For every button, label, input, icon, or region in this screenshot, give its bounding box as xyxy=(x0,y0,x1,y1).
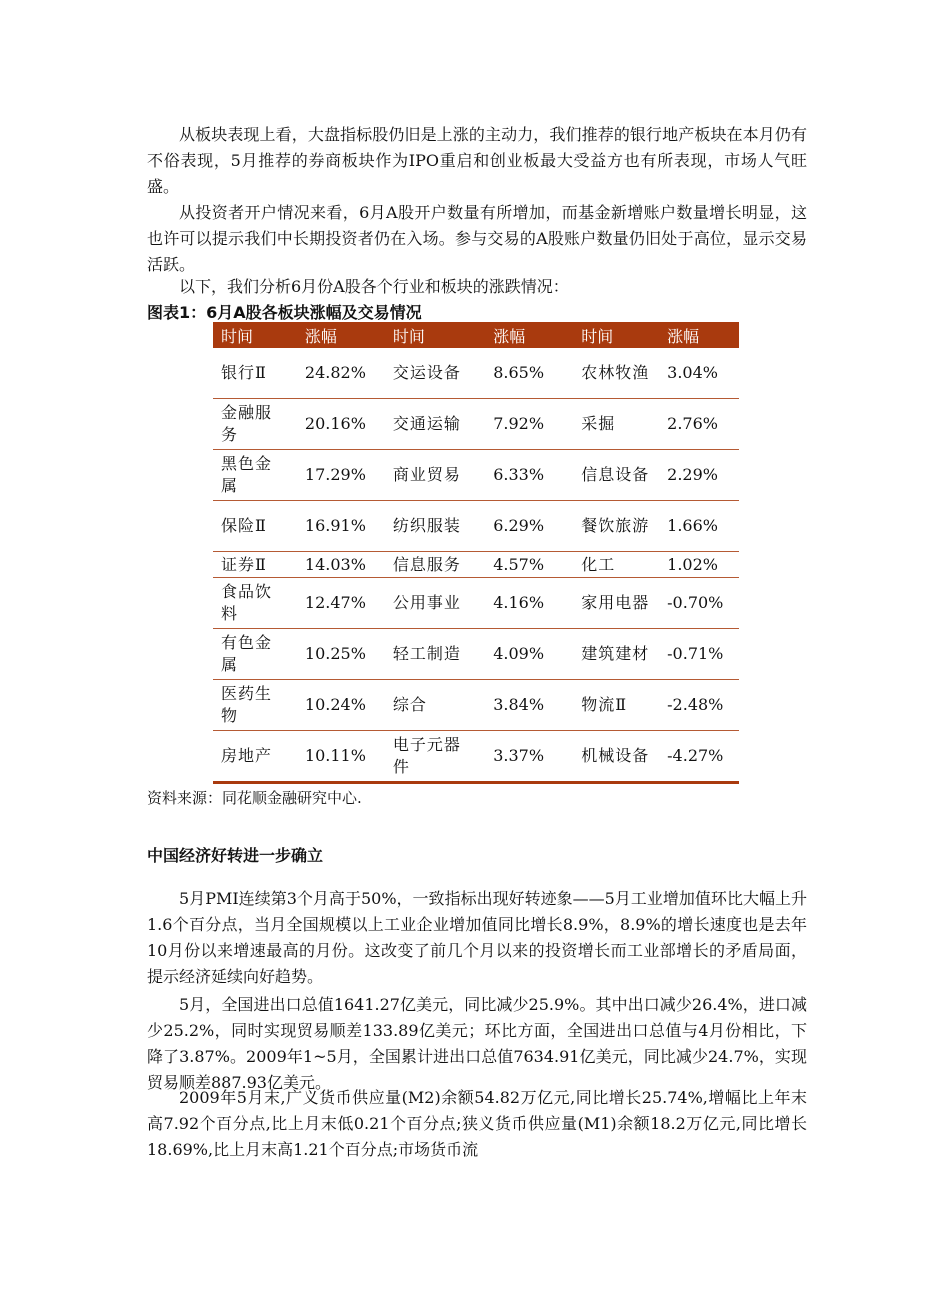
section-paragraph-3: 2009年5月末,广义货币供应量(M2)余额54.82万亿元,同比增长25.74%,增幅比上年末高7.92个百分点,比上月末低0.21个百分点;狭义货币供应量(M1)余额18.2万亿元,同比增长18.69%,比上月末高1.21个百分点;市场货币流 xyxy=(147,1088,807,1159)
header-cell: 时间 xyxy=(573,322,659,348)
table-row xyxy=(213,399,739,450)
table-row xyxy=(213,731,739,783)
sector-name-cell: 交通运输 xyxy=(385,399,485,450)
change-value-cell: 10.25% xyxy=(297,629,385,680)
sector-name-cell: 证券Ⅱ xyxy=(213,552,297,578)
table-header-row xyxy=(213,322,739,348)
sector-name-cell: 银行Ⅱ xyxy=(213,348,297,399)
change-value-cell: 3.04% xyxy=(659,348,739,399)
intro-paragraph-3: 以下，我们分析6月份A股各个行业和板块的涨跌情况： xyxy=(179,277,569,296)
change-value-cell: 8.65% xyxy=(485,348,573,399)
change-value-cell: -2.48% xyxy=(659,680,739,731)
header-cell: 涨幅 xyxy=(297,322,385,348)
change-value-cell: 3.37% xyxy=(485,731,573,783)
sector-name-cell: 机械设备 xyxy=(573,731,659,783)
table-row xyxy=(213,629,739,680)
sector-name-cell: 综合 xyxy=(385,680,485,731)
change-value-cell: -0.70% xyxy=(659,578,739,629)
sector-name-cell: 纺织服装 xyxy=(385,501,485,552)
header-cell: 时间 xyxy=(385,322,485,348)
sector-name-cell: 食品饮料 xyxy=(213,578,297,629)
change-value-cell: 6.33% xyxy=(485,450,573,501)
table-row xyxy=(213,501,739,552)
intro-paragraph-1: 从板块表现上看，大盘指标股仍旧是上涨的主动力，我们推荐的银行地产板块在本月仍有不俗表现，5月推荐的券商板块作为IPO重启和创业板最大受益方也有所表现，市场人气旺盛。 xyxy=(147,125,807,196)
change-value-cell: -0.71% xyxy=(659,629,739,680)
change-value-cell: 4.16% xyxy=(485,578,573,629)
table-row xyxy=(213,552,739,578)
sector-name-cell: 保险Ⅱ xyxy=(213,501,297,552)
intro-paragraph-2: 从投资者开户情况来看，6月A股开户数量有所增加，而基金新增账户数量增长明显，这也许可以提示我们中长期投资者仍在入场。参与交易的A股账户数量仍旧处于高位，显示交易活跃。 xyxy=(147,203,807,274)
change-value-cell: -4.27% xyxy=(659,731,739,783)
table-caption: 图表1：6月A股各板块涨幅及交易情况 xyxy=(147,303,422,322)
sector-name-cell: 信息服务 xyxy=(385,552,485,578)
change-value-cell: 1.02% xyxy=(659,552,739,578)
change-value-cell: 7.92% xyxy=(485,399,573,450)
table-row xyxy=(213,680,739,731)
section-paragraph-1: 5月PMI连续第3个月高于50%，一致指标出现好转迹象——5月工业增加值环比大幅上升1.6个百分点，当月全国规模以上工业企业增加值同比增长8.9%，8.9%的增长速度也是去年10月份以来增速最高的月份。这改变了前几个月以来的投资增长而工业部增长的矛盾局面，提示经济延续向好趋势。 xyxy=(147,889,807,986)
sector-name-cell: 交运设备 xyxy=(385,348,485,399)
sector-name-cell: 餐饮旅游 xyxy=(573,501,659,552)
change-value-cell: 10.11% xyxy=(297,731,385,783)
change-value-cell: 24.82% xyxy=(297,348,385,399)
change-value-cell: 16.91% xyxy=(297,501,385,552)
change-value-cell: 2.76% xyxy=(659,399,739,450)
change-value-cell: 3.84% xyxy=(485,680,573,731)
sector-name-cell: 金融服务 xyxy=(213,399,297,450)
sector-name-cell: 采掘 xyxy=(573,399,659,450)
section-heading: 中国经济好转进一步确立 xyxy=(147,846,324,865)
change-value-cell: 10.24% xyxy=(297,680,385,731)
change-value-cell: 2.29% xyxy=(659,450,739,501)
sector-name-cell: 农林牧渔 xyxy=(573,348,659,399)
sector-name-cell: 信息设备 xyxy=(573,450,659,501)
sector-name-cell: 黑色金属 xyxy=(213,450,297,501)
change-value-cell: 4.09% xyxy=(485,629,573,680)
change-value-cell: 14.03% xyxy=(297,552,385,578)
header-cell: 涨幅 xyxy=(485,322,573,348)
change-value-cell: 12.47% xyxy=(297,578,385,629)
section-paragraph-2: 5月，全国进出口总值1641.27亿美元，同比减少25.9%。其中出口减少26.4%，进口减少25.2%，同时实现贸易顺差133.89亿美元；环比方面，全国进出口总值与4月份相比，下降了3.87%。2009年1~5月，全国累计进出口总值7634.91亿美元，同比减少24.7%，实现贸易顺差887.93亿美元。 xyxy=(147,995,807,1092)
sector-name-cell: 轻工制造 xyxy=(385,629,485,680)
change-value-cell: 17.29% xyxy=(297,450,385,501)
table-row xyxy=(213,578,739,629)
source-note: 资料来源：同花顺金融研究中心. xyxy=(147,789,362,807)
change-value-cell: 6.29% xyxy=(485,501,573,552)
sector-name-cell: 公用事业 xyxy=(385,578,485,629)
sector-name-cell: 建筑建材 xyxy=(573,629,659,680)
change-value-cell: 4.57% xyxy=(485,552,573,578)
sector-name-cell: 家用电器 xyxy=(573,578,659,629)
sector-name-cell: 物流Ⅱ xyxy=(573,680,659,731)
sector-name-cell: 房地产 xyxy=(213,731,297,783)
sector-name-cell: 医药生物 xyxy=(213,680,297,731)
change-value-cell: 1.66% xyxy=(659,501,739,552)
table-row xyxy=(213,348,739,399)
header-cell: 涨幅 xyxy=(659,322,739,348)
header-cell: 时间 xyxy=(213,322,297,348)
change-value-cell: 20.16% xyxy=(297,399,385,450)
sector-name-cell: 化工 xyxy=(573,552,659,578)
sector-name-cell: 电子元器件 xyxy=(385,731,485,783)
table-row xyxy=(213,450,739,501)
sector-performance-table xyxy=(213,322,739,784)
sector-name-cell: 有色金属 xyxy=(213,629,297,680)
sector-name-cell: 商业贸易 xyxy=(385,450,485,501)
